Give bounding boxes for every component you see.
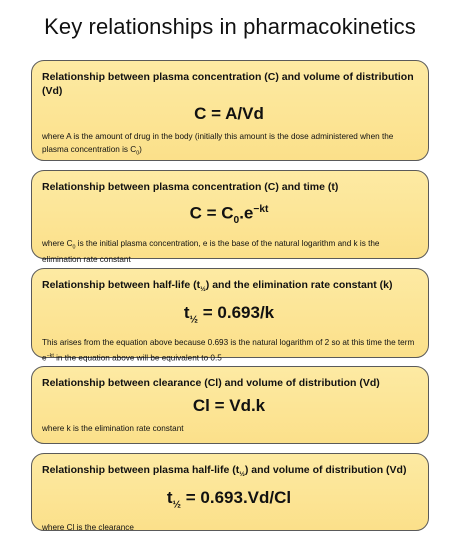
card-note: where A is the amount of drug in the body (initially this amount is the dose administered when the plasma concentration is $C_0$) <box>42 132 394 157</box>
card-note: where k is the elimination rate constant <box>42 424 184 433</box>
card-note: where Cl is the clearance <box>42 523 134 533</box>
card-formula: $t_{\frac{1}{2}} = 0.693.Vd/Cl$ <box>166 488 292 511</box>
card-heading: Relationship between plasma half-life $(t_{\frac{1}{2}})$ and volume of distribution (Vd) <box>42 464 407 479</box>
card-heading: Relationship between plasma concentration (C) and volume of distribution (Vd) <box>42 71 414 97</box>
card-halflife-rate-constant <box>31 268 429 363</box>
card-heading: Relationship between plasma concentration (C) and time (t) <box>42 181 339 193</box>
card-formula: $C = C_0.e^{-kt}$ <box>189 203 269 227</box>
card-formula: Cl = Vd.k <box>192 396 266 415</box>
card-concentration-volume <box>31 60 429 161</box>
card-heading: Relationship between half-life $(t_{\frac{1}{2}})$ and the elimination rate constant (k) <box>42 279 393 294</box>
card-clearance-volume <box>31 366 429 444</box>
card-formula: C = A/Vd <box>194 104 264 123</box>
card-note: This arises from the equation above because 0.693 is the natural logarithm of 2 so at this time the term $e^{-kt}$ in the equation above will be equivalent to 0.5 <box>42 338 415 363</box>
page-title: Key relationships in pharmacokinetics <box>44 14 416 39</box>
card-concentration-time <box>31 170 429 265</box>
card-formula: $t_{\frac{1}{2}} = 0.693/k$ <box>183 303 275 326</box>
card-heading: Relationship between clearance (Cl) and volume of distribution (Vd) <box>42 377 380 389</box>
card-halflife-volume <box>31 453 429 531</box>
card-note: where $C_0$ is the initial plasma concentration, e is the base of the natural logarithm and k is the elimination rate constant <box>42 239 380 265</box>
